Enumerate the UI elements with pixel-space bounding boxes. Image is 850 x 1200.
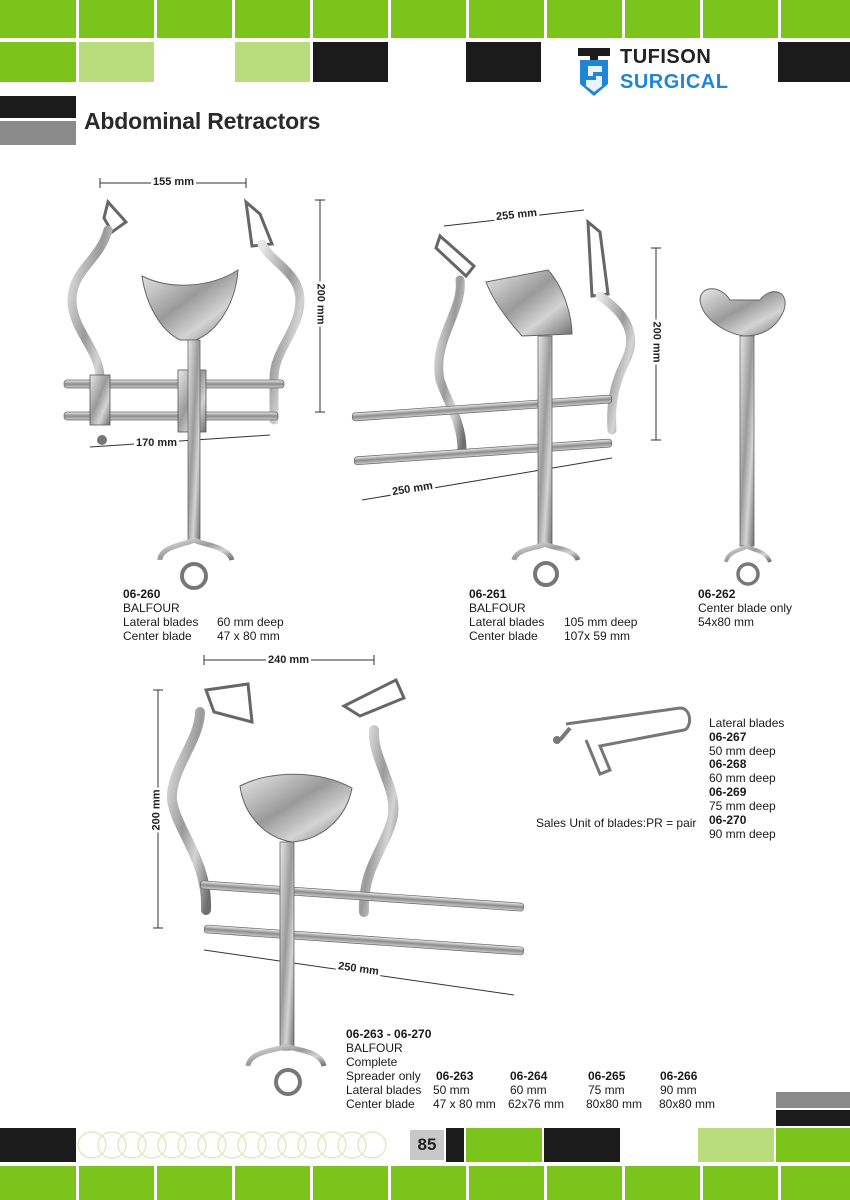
dimension-label: 170 mm [136,437,177,449]
spec-value: 47 x 80 mm [217,629,280,643]
page-title: Abdominal Retractors [84,108,321,134]
table-cell: 60 mm [510,1083,547,1097]
blade-depth: 75 mm deep [709,799,776,813]
product-code: 06-260 [123,587,161,601]
table-row-label: Center blade [346,1097,415,1111]
retractor-06-260-drawing [64,178,325,588]
product-code: 06-262 [698,587,736,601]
dimension-label: 250 mm [391,479,434,499]
table-row-label: Lateral blades [346,1083,422,1097]
footer-band-tile [698,1128,774,1162]
spec-label: Lateral blades [469,615,545,629]
product-name: BALFOUR [123,601,180,615]
brand-subname: SURGICAL [620,71,729,93]
footer-band-tile [469,1166,544,1200]
footer-band-tile [0,1128,76,1162]
blade-depth: 50 mm deep [709,744,776,758]
dimension-label: 255 mm [495,206,538,224]
table-cell-code: 06-264 [510,1069,548,1083]
footer-band-tile [781,1166,850,1200]
product-name: BALFOUR [346,1041,403,1055]
page-number: 85 [410,1130,444,1160]
footer-band-tile [313,1166,388,1200]
spec-value: 54x80 mm [698,615,755,629]
blade-code: 06-269 [709,785,747,799]
footer-band-tile [466,1128,542,1162]
sales-unit-note: Sales Unit of blades:PR = pair [536,816,697,830]
footer-band-tile [0,1166,76,1200]
product-name: BALFOUR [469,601,526,615]
dimension-label: 200 mm [650,321,663,363]
retractor-06-261-drawing [352,210,661,585]
dimension-label: 200 mm [314,283,327,325]
spec-label: Center blade [123,629,192,643]
lateral-blade-drawing [553,708,690,774]
blade-code: 06-268 [709,757,747,771]
footer-band-tile [391,1166,466,1200]
product-desc: Center blade only [698,601,793,615]
table-cell-code: 06-265 [588,1069,626,1083]
spec-value: 105 mm deep [564,615,638,629]
footer-band-tile [446,1128,464,1162]
footer-band-tile [544,1128,620,1162]
table-cell: 80x80 mm [659,1097,716,1111]
table-cell: 75 mm [588,1083,625,1097]
retractor-06-263-drawing [153,655,524,1094]
spec-value: 60 mm deep [217,615,284,629]
table-cell: 47 x 80 mm [433,1097,496,1111]
footer-band-tile [625,1166,700,1200]
table-cell: 62x76 mm [508,1097,565,1111]
blades-heading: Lateral blades [709,716,785,730]
table-row-label: Spreader only [346,1069,421,1083]
side-accent-bar [776,1110,850,1126]
dimension-label: 155 mm [153,176,194,188]
table-cell: 50 mm [433,1083,470,1097]
table-cell-code: 06-263 [436,1069,474,1083]
product-desc: Complete [346,1055,398,1069]
dimension-label: 200 mm [150,789,163,831]
table-cell: 80x80 mm [586,1097,643,1111]
spec-label: Center blade [469,629,538,643]
center-blade-06-262-drawing [700,289,785,584]
footer-band-tile [547,1166,622,1200]
blade-depth: 90 mm deep [709,827,776,841]
footer-band-tile [703,1166,778,1200]
product-code: 06-263 - 06-270 [346,1027,432,1041]
blade-depth: 60 mm deep [709,771,776,785]
footer-band-tile [235,1166,310,1200]
spec-value: 107x 59 mm [564,629,631,643]
footer-band-tile [79,1166,154,1200]
dimension-label: 250 mm [337,960,380,978]
blade-code: 06-267 [709,730,747,744]
side-accent-bar [776,1092,850,1108]
table-cell: 90 mm [660,1083,697,1097]
product-code: 06-261 [469,587,507,601]
spec-label: Lateral blades [123,615,199,629]
table-cell-code: 06-266 [660,1069,698,1083]
footer-band-tile [776,1128,850,1162]
blade-code: 06-270 [709,813,747,827]
dimension-label: 240 mm [268,654,309,666]
footer-band-tile [157,1166,232,1200]
brand-name: TUFISON [620,46,712,68]
